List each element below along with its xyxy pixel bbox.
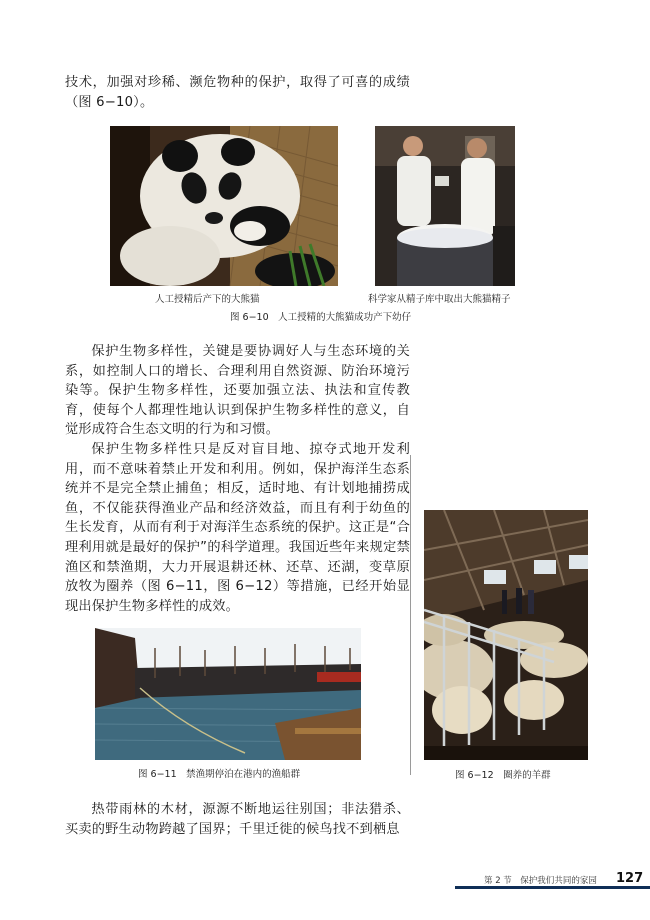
figure-6-11-caption: 图 6−11 禁渔期停泊在港内的渔船群 xyxy=(138,769,301,780)
panda-photo-caption: 人工授精后产下的大熊猫 xyxy=(155,294,260,305)
page-number: 127 xyxy=(616,871,644,886)
footer-bar xyxy=(455,886,650,889)
footer-section-title: 第 2 节 保护我们共同的家园 xyxy=(484,876,597,886)
column-divider xyxy=(410,455,411,775)
top-paragraph: 技术，加强对珍稀、濒危物种的保护，取得了可喜的成绩（图 6−10）。 xyxy=(65,75,410,110)
scientists-photo-caption: 科学家从精子库中取出大熊猫精子 xyxy=(368,294,511,305)
panda-with-cub-photo xyxy=(110,126,338,286)
figure-6-10-caption: 图 6−10 人工授精的大熊猫成功产下幼仔 xyxy=(230,312,412,323)
paragraph-rational-use: 保护生物多样性只是反对盲目地、掠夺式地开发利用，而不意味着禁止开发和利用。例如，保护海洋生态系统并不是完全禁止捕鱼；相反，适时地、有计划地捕捞成鱼，不仅能获得渔业产品和经济效益，而且有利于幼鱼的生长发育，从而有利于对海洋生态系统的保护。这正是“合理利用就是最好的保护”的科学道理。我国近些年来规定禁渔区和禁渔期，大力开展退耕还林、还草、还湖，变草原放牧为圈养（图 6−11，图 6−12）等措施，已经开始显现出保护生物多样性的成效。 xyxy=(65,442,410,614)
figure-6-12-caption: 图 6−12 圈养的羊群 xyxy=(455,770,551,781)
paragraph-relationship: 保护生物多样性，关键是要协调好人与生态环境的关系，如控制人口的增长、合理利用自然资源、防治环境污染等。保护生物多样性，还要加强立法、执法和宣传教育，使每个人都理性地认识到保护生物多样性的意义，自觉形成符合生态文明的行为和习惯。 xyxy=(65,344,410,438)
penned-sheep-photo xyxy=(424,510,588,760)
paragraph-rainforest: 热带雨林的木材，源源不断地运往别国；非法猎杀、买卖的野生动物跨越了国界；千里迁徙的候鸟找不到栖息 xyxy=(65,802,410,837)
harbor-fishing-boats-photo xyxy=(95,628,361,760)
scientists-sperm-bank-photo xyxy=(375,126,515,286)
